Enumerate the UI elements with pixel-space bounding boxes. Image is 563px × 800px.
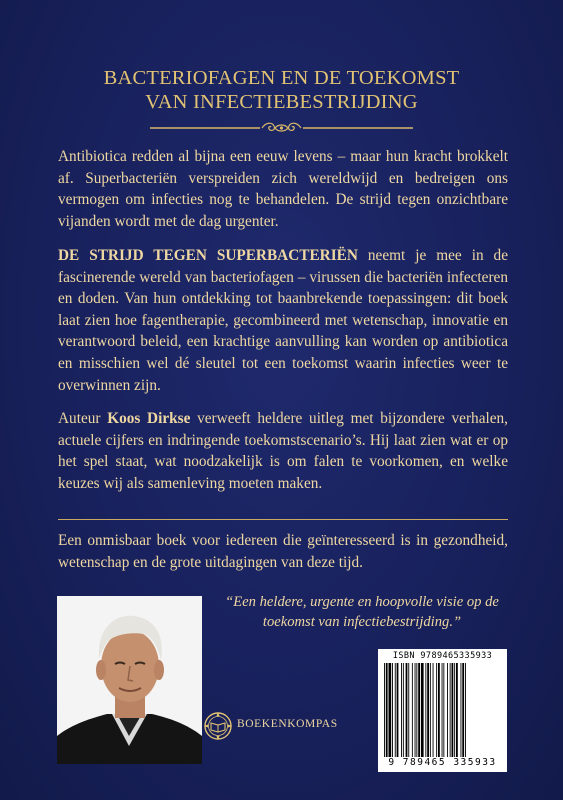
closing-paragraph: Een onmisbaar boek voor iedereen die geïnteresseerd is in gezondheid, wetenschap en de grote uitdagingen van deze tijd. [58, 532, 508, 571]
barcode-bars-icon [382, 663, 503, 757]
author-name: Koos Dirkse [107, 410, 191, 427]
publisher-name: BOEKENKOMPAS [237, 718, 338, 730]
isbn-barcode [378, 649, 507, 772]
book-title [0, 66, 563, 114]
author-text: verweeft heldere uitleg met bijzondere verhalen, actuele cijfers en indringende toekomstscenario’s. Hij laat zien wat er op het spel staat, wat noodzakelijk is om falen te voorkomen, en welke keuzes wij als samenleving moeten maken. [58, 410, 508, 492]
quote-line-2: toekomst van infectiebestrijding.” [262, 614, 462, 630]
book-subtitle-bold: DE STRIJD TEGEN SUPERBACTERIËN [58, 247, 358, 264]
author-paragraph [58, 408, 508, 494]
section-divider [58, 519, 508, 520]
compass-book-icon [203, 711, 233, 741]
author-portrait-icon [57, 596, 202, 764]
ornament-divider-icon [150, 121, 413, 135]
description-text: neemt je mee in de fascinerende wereld van bacteriofagen – virussen die bacteriën infecteren en doden. Van hun ontdekking tot baanbrekende toepassingen: dit boek laat zien hoe fagentherapie, gecombineerd met wetenschap, innovatie en verantwoord beleid, een krachtige aanvulling kan worden op antibiotica en misschien wel dé sleutel tot een toekomst waarin infecties weer te overwinnen zijn. [58, 247, 508, 394]
publisher-logo [203, 711, 363, 741]
author-photo [57, 596, 202, 764]
isbn-digits: 9 789465 335933 [388, 757, 497, 768]
description-paragraph [58, 245, 508, 396]
review-quote [212, 592, 512, 632]
title-line-1: BACTERIOFAGEN EN DE TOEKOMST [103, 67, 460, 89]
author-intro: Auteur [58, 410, 108, 427]
isbn-label: ISBN 9789465335933 [392, 651, 493, 661]
title-line-2: VAN INFECTIEBESTRIJDING [145, 91, 418, 113]
intro-paragraph: Antibiotica redden al bijna een eeuw levens – maar hun kracht brokkelt af. Superbacteriën verspreiden zich wereldwijd en bedreigen ons vermogen om infecties nog te behandelen. De strijd tegen onzichtbare vijanden wordt met de dag urgenter. [58, 148, 508, 230]
quote-line-1: “Een heldere, urgente en hoopvolle visie op de [225, 594, 499, 610]
